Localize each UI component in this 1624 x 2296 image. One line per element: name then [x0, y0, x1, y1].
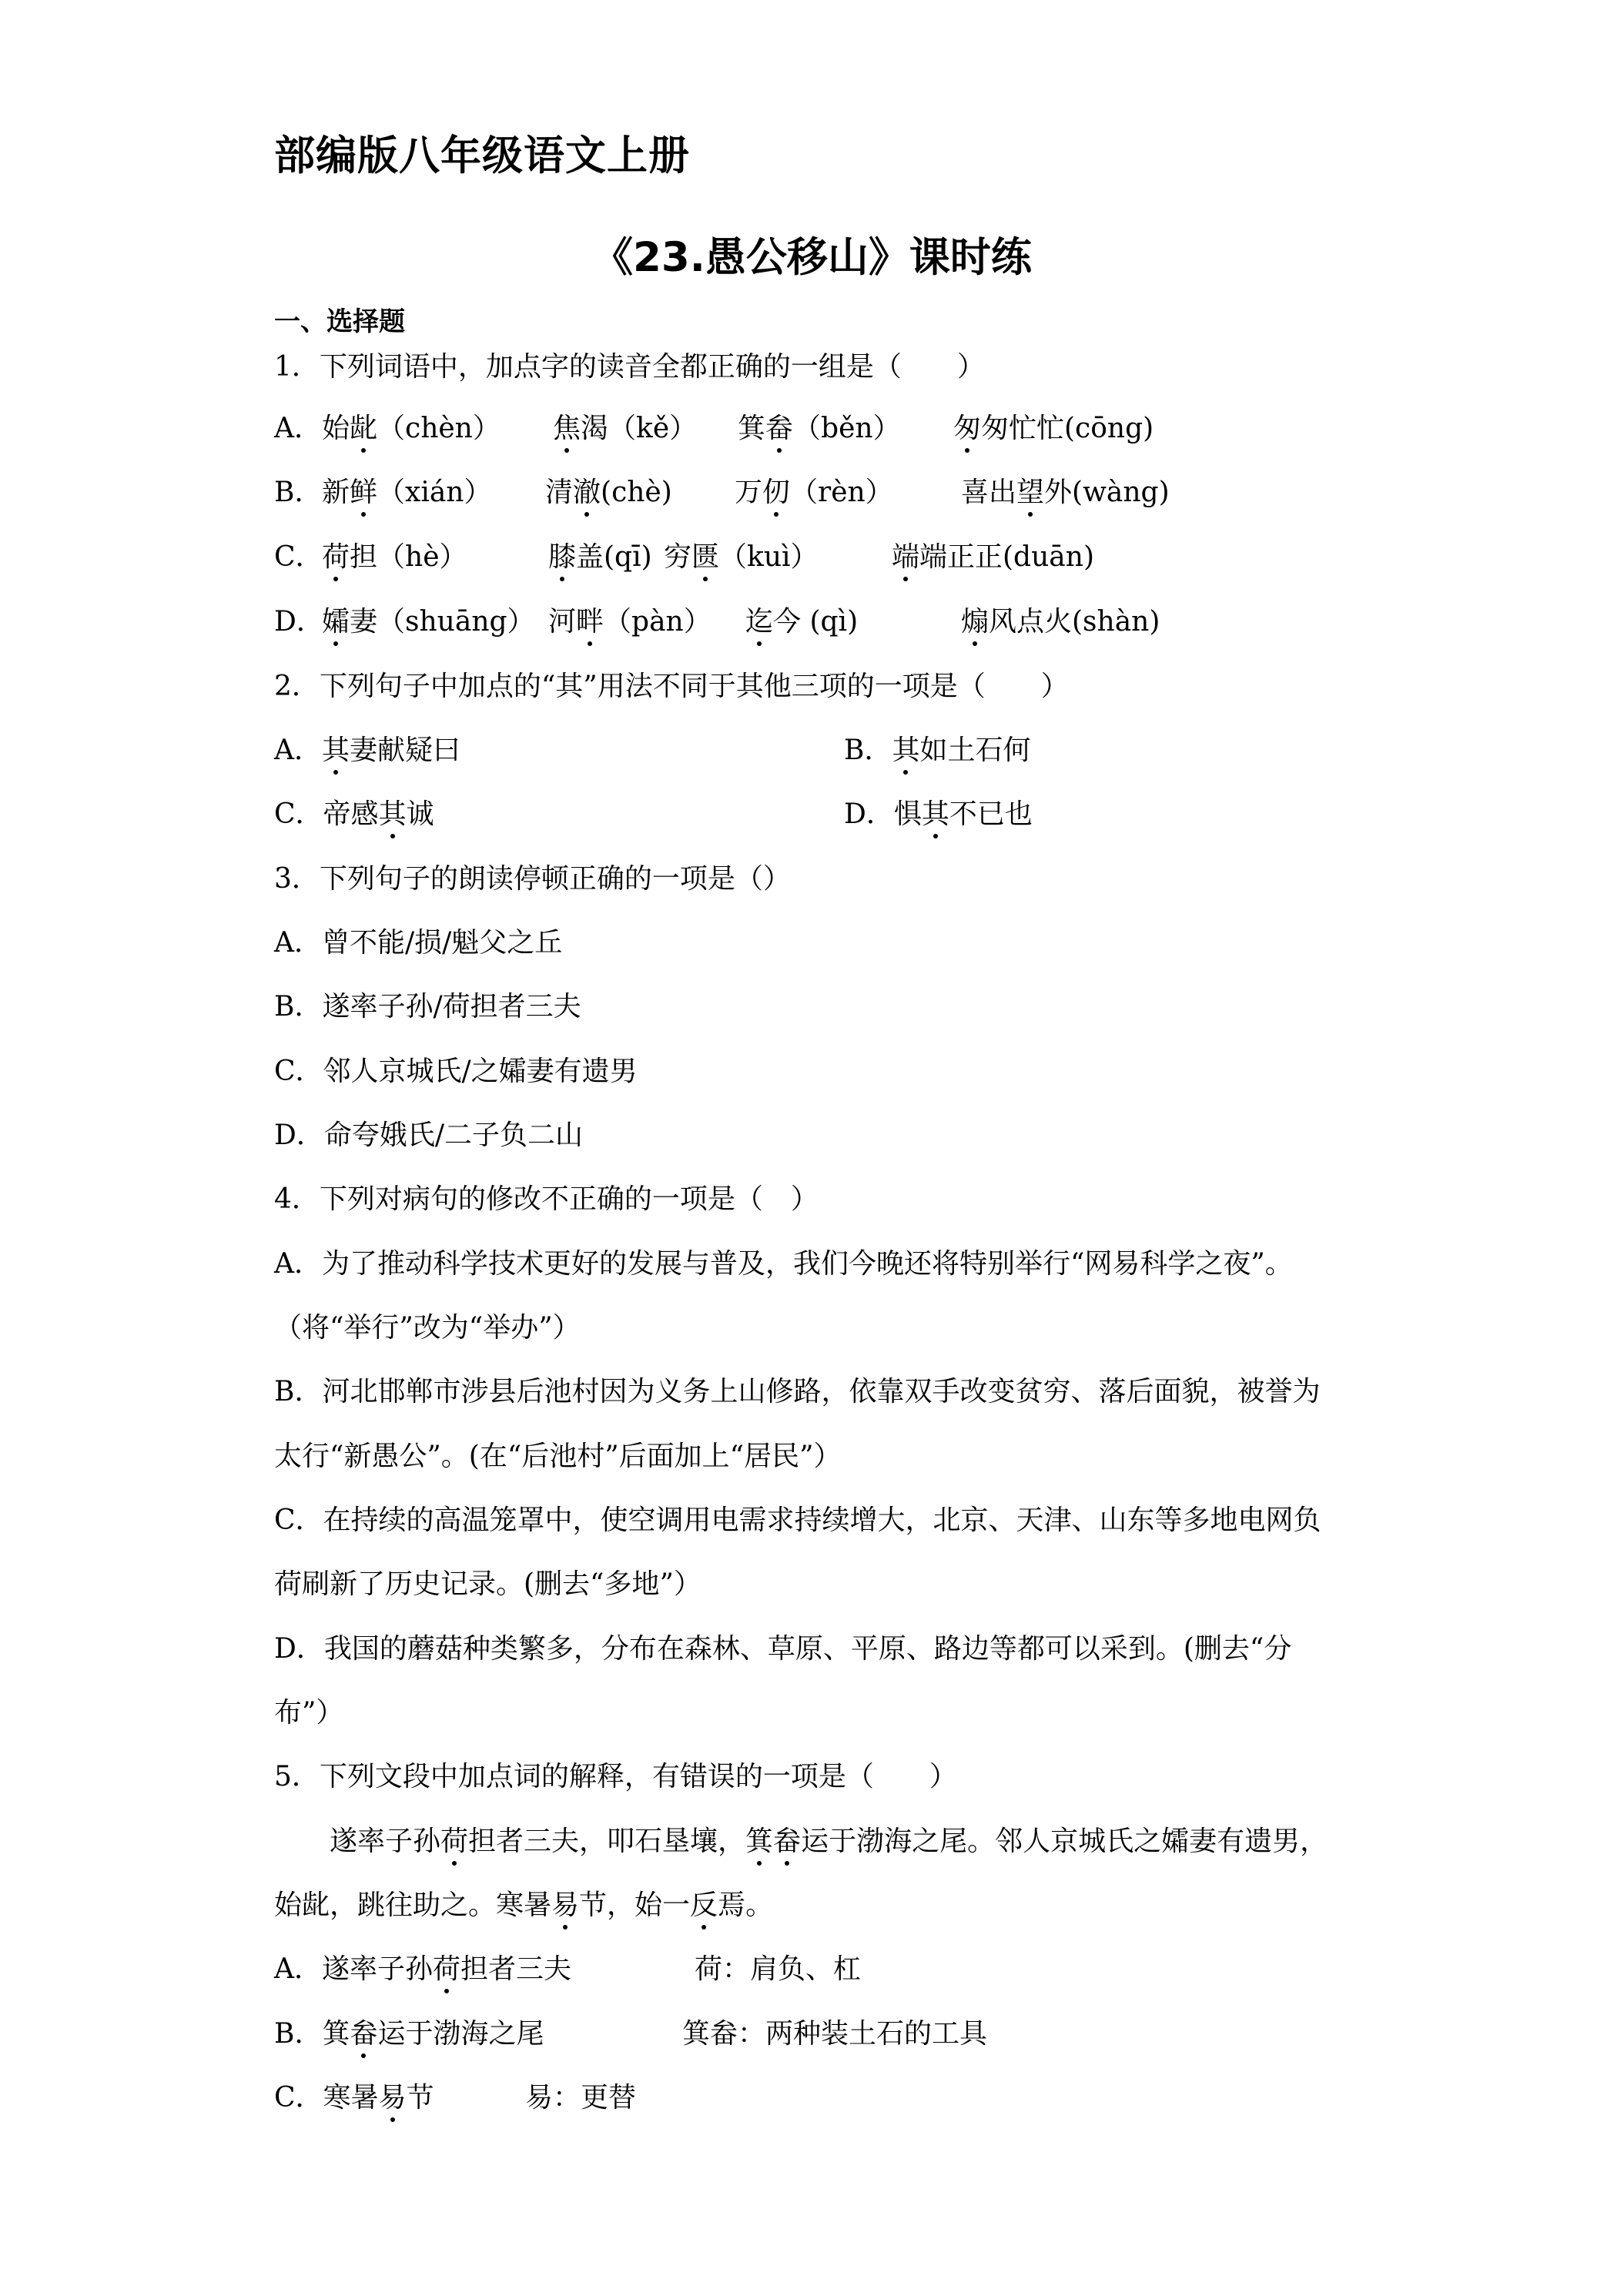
dotted-char: 荷 [433, 1953, 461, 1985]
option-label: A． [274, 1953, 322, 1985]
q1-a-word-3 [738, 412, 901, 445]
word-part: 外(wàng) [1044, 477, 1170, 508]
question-4-stem: 4．下列对病句的修改不正确的一项是（ ） [274, 1183, 819, 1215]
dotted-char: 荷 [322, 541, 350, 573]
option-text: 箕 [322, 2018, 350, 2050]
q3-option-a: A．曾不能/损/魁父之丘 [274, 927, 563, 959]
dotted-char: 易 [378, 2082, 407, 2114]
option-label: C． [274, 541, 323, 573]
dotted-char: 煽 [961, 606, 989, 638]
word-part: 端正正(duān) [919, 541, 1094, 573]
passage-text: 遂率子孙 [330, 1826, 441, 1857]
q4-option-a-line-1: A．为了推动科学技术更好的发展与普及，我们今晚还将特别举行“网易科学之夜”。 [274, 1248, 1293, 1280]
word-part: （pàn） [604, 606, 712, 638]
dotted-char: 其 [378, 798, 407, 830]
passage-text: 担者三夫，叩石垦壤， [468, 1826, 746, 1857]
dotted-char: 仞 [762, 477, 791, 508]
word-part: 渴（kě） [581, 413, 698, 444]
word-part: 始 [322, 413, 350, 444]
option-label: A． [274, 413, 322, 444]
option-label: B． [274, 477, 323, 508]
q5-passage-line-2 [274, 1889, 773, 1922]
question-2-stem: 2．下列句子中加点的“其”用法不同于其他三项的一项是（ ） [274, 671, 1069, 702]
passage-text: 始龀，跳往助之。寒暑 [274, 1889, 552, 1921]
option-label: B． [274, 2018, 323, 2050]
option-text: 诚 [406, 798, 434, 830]
option-text: 如土石何 [919, 735, 1031, 766]
dotted-char: 荷 [440, 1826, 469, 1857]
dotted-char: 焦 [553, 413, 581, 444]
dotted-char: 箕 [745, 1826, 774, 1857]
q1-b-word-2 [545, 476, 672, 509]
dotted-char: 反 [690, 1889, 718, 1921]
dotted-char: 其 [921, 798, 949, 830]
option-text: 惧 [893, 798, 922, 830]
option-text: 遂率子孙 [322, 1953, 434, 1985]
q1-c-word-3 [664, 541, 819, 574]
q2-option-d [844, 798, 1033, 831]
q1-d-word-2 [548, 605, 712, 638]
q4-option-b-line-1: B．河北邯郸市涉县后池村因为义务上山修路，依靠双手改变贫穷、落后面貌，被誉为 [274, 1376, 1321, 1407]
q5-passage-line-1 [330, 1825, 1328, 1858]
word-part: 万 [735, 477, 763, 508]
passage-text: 节，始一 [579, 1889, 691, 1921]
q1-b-word-3 [735, 476, 893, 509]
q4-option-b-line-2: 太行“新愚公”。(在“后池村”后面加上“居民”） [274, 1441, 842, 1472]
passage-text: 运于渤海之尾。邻人京城氏之孀妻有遗男， [801, 1826, 1328, 1857]
dotted-char: 端 [892, 541, 920, 573]
word-part: 今 (qì) [773, 606, 859, 638]
q1-c-word-1 [322, 541, 467, 574]
option-body [274, 1953, 571, 1986]
q4-option-c-line-1: C．在持续的高温笼罩中，使空调用电需求持续增大，北京、天津、山东等多地电网负 [274, 1504, 1321, 1536]
q4-option-a-line-2: （将“举行”改为“举办”） [274, 1312, 581, 1344]
dotted-char: 膝 [548, 541, 577, 573]
dotted-char: 澈 [573, 477, 601, 508]
dotted-char: 易 [551, 1889, 580, 1921]
option-text: 妻献疑曰 [350, 735, 461, 766]
dotted-char: 望 [1016, 477, 1045, 508]
q4-option-d-line-1: D．我国的蘑菇种类繁多，分布在森林、草原、平原、路边等都可以采到。(删去“分 [274, 1633, 1292, 1665]
dotted-char: 鲜 [350, 477, 378, 508]
dotted-char: 匆 [953, 413, 982, 444]
word-part: 盖(qī) [576, 541, 652, 573]
q2-option-a [274, 734, 460, 767]
option-label: B． [844, 735, 892, 766]
dotted-char: 畚 [773, 1826, 802, 1857]
q2-option-c [274, 798, 434, 831]
option-body [274, 2017, 544, 2050]
word-part: 河 [548, 606, 577, 638]
dotted-char: 迄 [745, 606, 774, 638]
option-label: D． [274, 606, 324, 638]
word-part: 担（hè） [350, 541, 467, 573]
q3-option-b: B．遂率子孙/荷担者三夫 [274, 991, 581, 1022]
word-part: 清 [545, 477, 574, 508]
dotted-char: 孀 [322, 606, 350, 638]
option-text: 帝感 [323, 798, 379, 830]
option-gloss: 荷：肩负、杠 [695, 1953, 862, 1985]
q4-option-d-line-2: 布”） [274, 1697, 344, 1729]
q1-d-word-3 [745, 605, 858, 638]
question-3-stem: 3．下列句子的朗读停顿正确的一项是（） [274, 863, 791, 895]
dotted-char: 畔 [576, 606, 604, 638]
dotted-char: 畚 [765, 413, 794, 444]
option-label: D． [844, 798, 894, 830]
word-part: （chèn） [377, 413, 501, 444]
option-text: 不已也 [949, 798, 1033, 830]
q4-option-c-line-2: 荷刷新了历史记录。(删去“多地”） [274, 1568, 702, 1600]
word-part: （rèn） [790, 477, 893, 508]
option-gloss: 箕畚：两种装土石的工具 [682, 2018, 988, 2050]
word-part: 喜出 [961, 477, 1017, 508]
q2-option-b [844, 734, 1031, 767]
option-text: 节 [406, 2082, 434, 2114]
q1-c-word-4 [892, 541, 1094, 574]
option-text: 寒暑 [323, 2082, 379, 2114]
q1-b-word-4 [961, 476, 1170, 509]
word-part: 匆忙忙(cōng) [981, 413, 1154, 444]
question-1-stem: 1．下列词语中，加点字的读音全都正确的一组是（ ） [274, 351, 985, 383]
word-part: 风点火(shàn) [989, 606, 1160, 638]
option-gloss: 易：更替 [525, 2082, 637, 2114]
word-part: （kuì） [719, 541, 819, 573]
passage-text: 焉。 [718, 1889, 774, 1921]
question-5-stem: 5．下列文段中加点词的解释，有错误的一项是（ ） [274, 1761, 957, 1792]
q1-d-word-4 [961, 605, 1160, 638]
dotted-char: 其 [892, 735, 920, 766]
word-part: 妻（shuāng） [350, 606, 535, 638]
dotted-char: 畚 [350, 2018, 378, 2050]
word-part: （běn） [793, 413, 901, 444]
word-part: (chè) [601, 477, 672, 508]
q3-option-d: D．命夸娥氏/二子负二山 [274, 1120, 583, 1151]
section-heading: 一、选择题 [274, 306, 405, 337]
q1-d-word-1 [322, 605, 535, 638]
q3-option-c: C．邻人京城氏/之孀妻有遗男 [274, 1056, 638, 1087]
q1-b-word-1 [322, 476, 492, 509]
q1-a-word-4 [953, 412, 1154, 445]
dotted-char: 龀 [350, 413, 378, 444]
q1-a-word-1 [322, 412, 501, 445]
option-label: A． [274, 735, 322, 766]
option-label: C． [274, 2082, 323, 2114]
word-part: 新 [322, 477, 350, 508]
document-title: 《23.愚公移山》课时练 [592, 234, 1032, 281]
option-text: 担者三夫 [460, 1953, 572, 1985]
dotted-char: 匮 [691, 541, 720, 573]
word-part: 箕 [738, 413, 766, 444]
option-text: 运于渤海之尾 [377, 2018, 544, 2050]
q1-c-word-2 [548, 541, 652, 574]
dotted-char: 其 [322, 735, 350, 766]
option-label: C． [274, 798, 323, 830]
word-part: 穷 [664, 541, 692, 573]
header-title: 部编版八年级语文上册 [274, 132, 690, 179]
q1-a-word-2 [553, 412, 697, 445]
word-part: （xián） [377, 477, 492, 508]
option-body [274, 2081, 434, 2114]
